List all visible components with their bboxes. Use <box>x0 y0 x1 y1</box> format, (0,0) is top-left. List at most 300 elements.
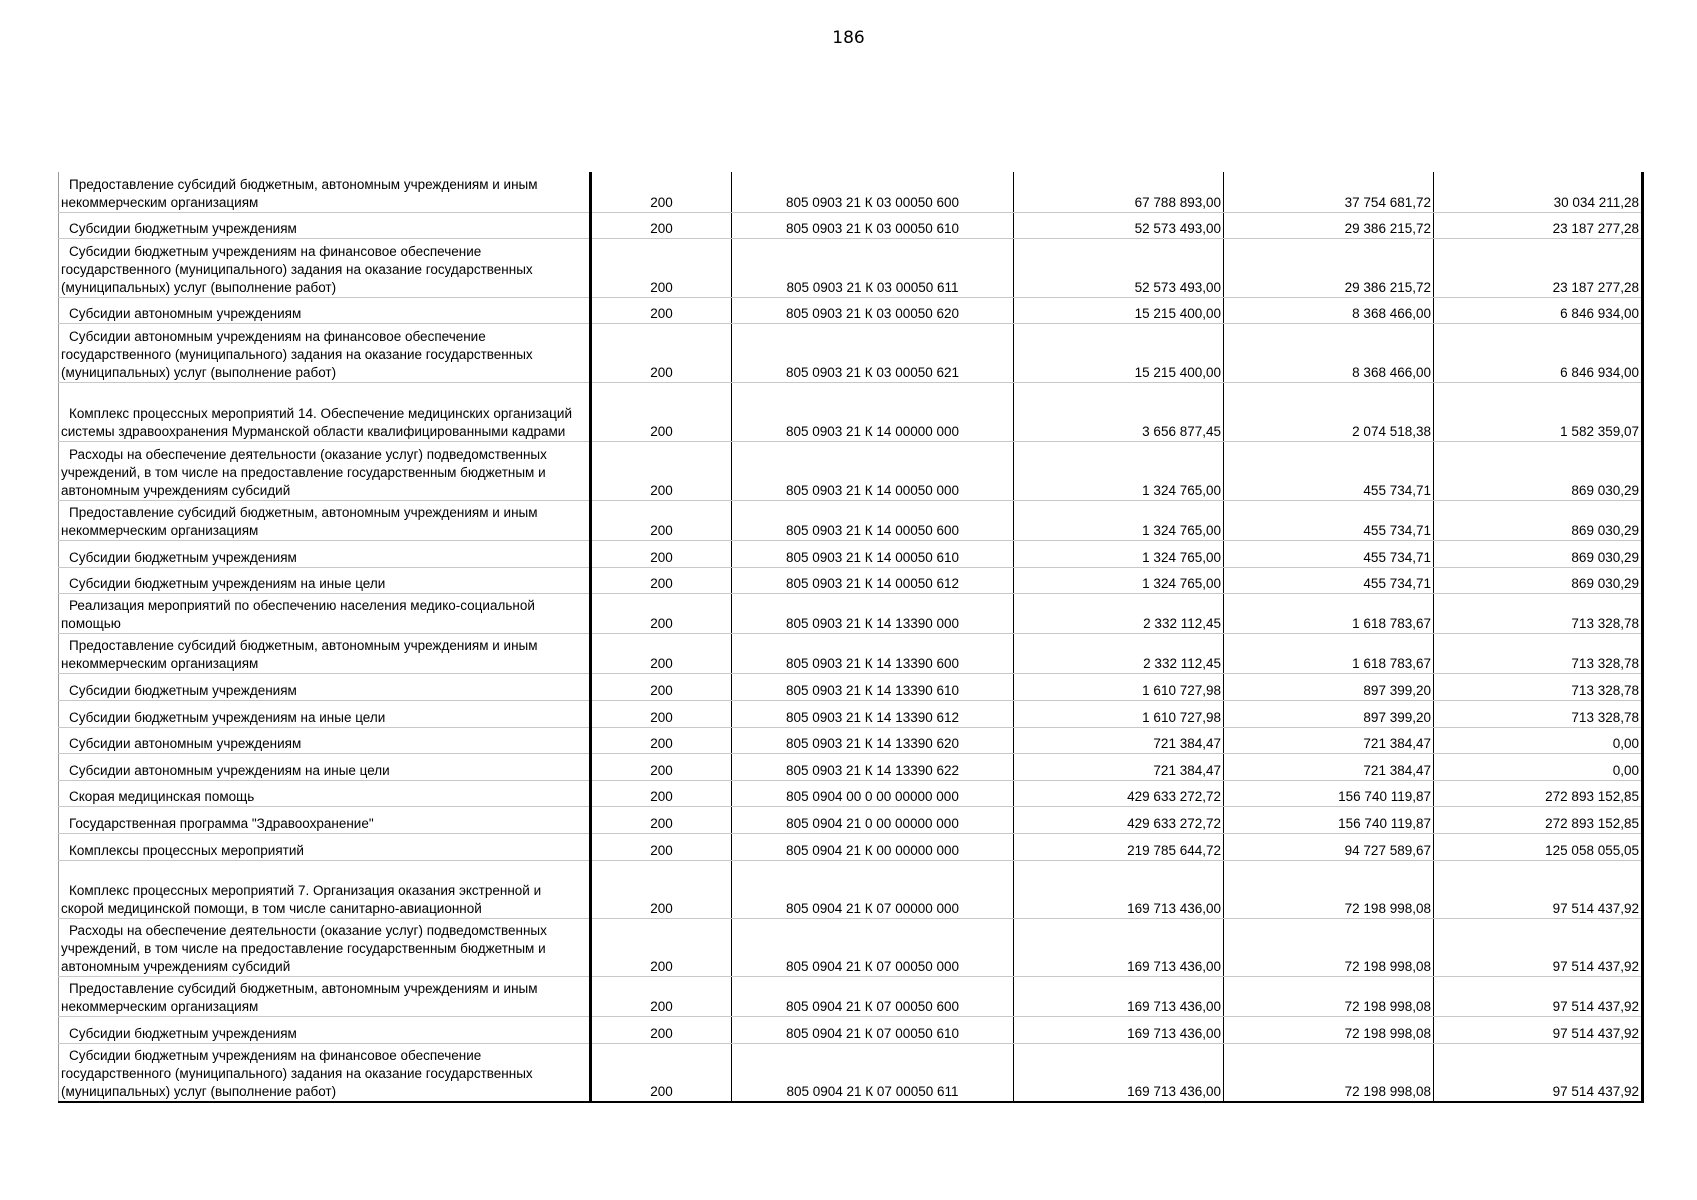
row-executed-amount <box>1224 593 1434 633</box>
budget-execution-table <box>58 172 1644 1103</box>
row-name <box>59 833 591 860</box>
row-name-text: Субсидии бюджетным учреждениям на иные цели <box>69 709 386 725</box>
row-executed-amount-text: 455 734,71 <box>1363 522 1431 538</box>
row-admin-code-text: 200 <box>650 958 673 974</box>
row-approved-amount-text: 1 324 765,00 <box>1142 575 1221 591</box>
row-approved-amount-text: 169 713 436,00 <box>1127 958 1221 974</box>
row-approved-amount <box>1014 593 1224 633</box>
row-approved-amount-text: 67 788 893,00 <box>1134 194 1221 210</box>
row-remaining-amount-text: 97 514 437,92 <box>1552 1025 1639 1041</box>
row-budget-code <box>732 297 1014 323</box>
row-admin-code <box>591 833 732 860</box>
table-row <box>59 1016 1643 1043</box>
row-remaining-amount-text: 869 030,29 <box>1571 549 1639 565</box>
row-remaining-amount-text: 0,00 <box>1612 735 1639 751</box>
row-admin-code <box>591 382 732 441</box>
row-name <box>59 567 591 593</box>
row-approved-amount <box>1014 1016 1224 1043</box>
page-number: 186 <box>832 28 865 48</box>
row-name <box>59 753 591 780</box>
row-budget-code-text: 805 0903 21 К 03 00050 610 <box>785 220 960 236</box>
row-remaining-amount <box>1434 976 1643 1016</box>
row-budget-code <box>732 382 1014 441</box>
row-executed-amount-text: 897 399,20 <box>1363 682 1431 698</box>
row-executed-amount-text: 72 198 998,08 <box>1344 958 1431 974</box>
row-remaining-amount-text: 869 030,29 <box>1571 482 1639 498</box>
row-remaining-amount-text: 713 328,78 <box>1571 682 1639 698</box>
row-remaining-amount <box>1434 593 1643 633</box>
row-budget-code <box>732 833 1014 860</box>
row-budget-code-text: 805 0903 21 К 14 00050 000 <box>785 482 960 498</box>
row-executed-amount <box>1224 860 1434 918</box>
row-executed-amount <box>1224 297 1434 323</box>
row-remaining-amount-text: 869 030,29 <box>1571 575 1639 591</box>
row-name-text: Комплекс процессных мероприятий 7. Организация оказания экстренной и скорой медицинской помощи, в том числе санитарно-авиационной <box>61 882 542 916</box>
row-admin-code <box>591 727 732 753</box>
row-name <box>59 212 591 238</box>
row-admin-code-text: 200 <box>650 998 673 1014</box>
row-budget-code-text: 805 0903 21 К 03 00050 611 <box>786 279 959 295</box>
row-budget-code-text: 805 0903 21 К 14 13390 622 <box>785 762 960 778</box>
row-executed-amount <box>1224 633 1434 673</box>
row-admin-code <box>591 860 732 918</box>
row-approved-amount <box>1014 633 1224 673</box>
row-admin-code-text: 200 <box>650 549 673 565</box>
row-budget-code-text: 805 0903 21 К 03 00050 600 <box>785 194 960 210</box>
row-approved-amount-text: 169 713 436,00 <box>1127 900 1221 916</box>
row-name <box>59 633 591 673</box>
row-remaining-amount-text: 23 187 277,28 <box>1552 220 1639 236</box>
row-executed-amount <box>1224 753 1434 780</box>
row-approved-amount-text: 52 573 493,00 <box>1134 220 1221 236</box>
table-row <box>59 441 1643 500</box>
row-admin-code <box>591 441 732 500</box>
row-approved-amount <box>1014 918 1224 976</box>
row-executed-amount-text: 8 368 466,00 <box>1352 305 1431 321</box>
row-remaining-amount-text: 713 328,78 <box>1571 709 1639 725</box>
row-remaining-amount <box>1434 806 1643 833</box>
row-approved-amount <box>1014 1043 1224 1102</box>
row-approved-amount-text: 1 324 765,00 <box>1142 522 1221 538</box>
row-name <box>59 500 591 540</box>
row-budget-code-text: 805 0904 21 К 07 00050 600 <box>785 998 960 1014</box>
row-budget-code-text: 805 0903 21 К 14 13390 610 <box>785 682 960 698</box>
row-approved-amount-text: 1 610 727,98 <box>1142 682 1221 698</box>
row-executed-amount-text: 721 384,47 <box>1363 735 1431 751</box>
row-admin-code-text: 200 <box>650 788 673 804</box>
row-admin-code <box>591 806 732 833</box>
row-name <box>59 441 591 500</box>
row-approved-amount <box>1014 500 1224 540</box>
row-remaining-amount <box>1434 441 1643 500</box>
row-budget-code-text: 805 0904 21 К 00 00000 000 <box>785 842 960 858</box>
row-name <box>59 727 591 753</box>
row-name-text: Субсидии бюджетным учреждениям <box>69 682 297 698</box>
row-budget-code <box>732 567 1014 593</box>
row-name-text: Субсидии бюджетным учреждениям на финансовое обеспечение государственного (муниципального) задания на оказание государственных (муниципальных) услуг (выполнение работ) <box>61 1048 533 1099</box>
row-admin-code-text: 200 <box>650 279 673 295</box>
row-admin-code-text: 200 <box>650 615 673 631</box>
row-remaining-amount-text: 6 846 934,00 <box>1560 305 1639 321</box>
row-executed-amount-text: 37 754 681,72 <box>1344 194 1431 210</box>
row-executed-amount <box>1224 441 1434 500</box>
row-approved-amount <box>1014 780 1224 806</box>
row-remaining-amount-text: 30 034 211,28 <box>1553 194 1639 210</box>
row-remaining-amount <box>1434 382 1643 441</box>
row-approved-amount <box>1014 567 1224 593</box>
row-budget-code <box>732 593 1014 633</box>
row-approved-amount-text: 3 656 877,45 <box>1142 423 1221 439</box>
row-budget-code-text: 805 0904 21 К 07 00050 000 <box>785 958 960 974</box>
row-name-text: Комплекс процессных мероприятий 14. Обеспечение медицинских организаций системы здравоохранения Мурманской области квалифицированными кадрами <box>61 405 572 439</box>
row-remaining-amount-text: 869 030,29 <box>1571 522 1639 538</box>
row-budget-code <box>732 806 1014 833</box>
row-budget-code <box>732 323 1014 382</box>
row-admin-code <box>591 700 732 727</box>
table-row <box>59 753 1643 780</box>
table-row <box>59 806 1643 833</box>
row-executed-amount <box>1224 212 1434 238</box>
row-approved-amount-text: 429 633 272,72 <box>1127 815 1221 831</box>
row-admin-code-text: 200 <box>650 482 673 498</box>
row-executed-amount-text: 2 074 518,38 <box>1352 423 1431 439</box>
row-executed-amount <box>1224 780 1434 806</box>
row-budget-code <box>732 238 1014 297</box>
row-executed-amount-text: 1 618 783,67 <box>1352 655 1431 671</box>
row-approved-amount <box>1014 441 1224 500</box>
row-name-text: Предоставление субсидий бюджетным, автономным учреждениям и иным некоммерческим организациям <box>61 637 538 671</box>
row-budget-code <box>732 212 1014 238</box>
row-admin-code-text: 200 <box>650 815 673 831</box>
row-approved-amount <box>1014 323 1224 382</box>
row-approved-amount <box>1014 860 1224 918</box>
row-admin-code-text: 200 <box>650 1084 673 1099</box>
row-budget-code <box>732 673 1014 700</box>
row-name <box>59 1043 591 1102</box>
row-name <box>59 780 591 806</box>
row-admin-code-text: 200 <box>650 522 673 538</box>
row-budget-code <box>732 780 1014 806</box>
row-approved-amount-text: 169 713 436,00 <box>1127 1025 1221 1041</box>
row-admin-code <box>591 780 732 806</box>
row-remaining-amount <box>1434 633 1643 673</box>
row-name-text: Субсидии бюджетным учреждениям <box>69 1025 297 1041</box>
table-row <box>59 1043 1643 1102</box>
row-name-text: Реализация мероприятий по обеспечению населения медико-социальной помощью <box>61 597 535 631</box>
row-executed-amount-text: 72 198 998,08 <box>1344 1025 1431 1041</box>
table-row <box>59 918 1643 976</box>
row-admin-code <box>591 976 732 1016</box>
row-approved-amount <box>1014 297 1224 323</box>
row-executed-amount-text: 897 399,20 <box>1363 709 1431 725</box>
row-remaining-amount-text: 713 328,78 <box>1571 655 1639 671</box>
row-approved-amount <box>1014 238 1224 297</box>
row-budget-code <box>732 1043 1014 1102</box>
row-remaining-amount <box>1434 780 1643 806</box>
row-budget-code-text: 805 0903 21 К 14 13390 000 <box>785 615 960 631</box>
row-admin-code-text: 200 <box>650 220 673 236</box>
row-admin-code-text: 200 <box>650 762 673 778</box>
row-budget-code <box>732 700 1014 727</box>
row-budget-code-text: 805 0903 21 К 14 00000 000 <box>785 423 960 439</box>
row-budget-code-text: 805 0903 21 К 14 13390 600 <box>785 655 960 671</box>
table-row <box>59 976 1643 1016</box>
row-admin-code-text: 200 <box>650 1025 673 1041</box>
row-admin-code <box>591 323 732 382</box>
row-budget-code-text: 805 0904 21 К 07 00050 611 <box>786 1084 959 1099</box>
row-budget-code <box>732 727 1014 753</box>
row-budget-code-text: 805 0903 21 К 14 13390 620 <box>785 735 960 751</box>
row-remaining-amount <box>1434 1043 1643 1102</box>
row-executed-amount <box>1224 172 1434 212</box>
row-remaining-amount <box>1434 918 1643 976</box>
row-name-text: Расходы на обеспечение деятельности (оказание услуг) подведомственных учреждений, в том числе на предоставление государственным бюджетным и автономным учреждениям субсидий <box>61 446 547 498</box>
row-budget-code-text: 805 0903 21 К 03 00050 620 <box>785 305 960 321</box>
row-remaining-amount-text: 0,00 <box>1612 762 1639 778</box>
row-remaining-amount <box>1434 753 1643 780</box>
row-approved-amount <box>1014 212 1224 238</box>
row-name-text: Субсидии бюджетным учреждениям <box>69 549 297 565</box>
row-executed-amount <box>1224 673 1434 700</box>
row-approved-amount-text: 15 215 400,00 <box>1134 364 1221 380</box>
row-executed-amount <box>1224 918 1434 976</box>
row-name <box>59 540 591 567</box>
row-approved-amount-text: 2 332 112,45 <box>1143 615 1221 631</box>
row-remaining-amount <box>1434 1016 1643 1043</box>
row-approved-amount <box>1014 382 1224 441</box>
table-row <box>59 382 1643 441</box>
table-body <box>59 172 1643 1102</box>
row-name-text: Субсидии автономным учреждениям на финансовое обеспечение государственного (муниципального) задания на оказание государственных (муниципальных) услуг (выполнение работ) <box>61 328 533 380</box>
row-name-text: Расходы на обеспечение деятельности (оказание услуг) подведомственных учреждений, в том числе на предоставление государственным бюджетным и автономным учреждениям субсидий <box>61 922 547 974</box>
row-executed-amount <box>1224 500 1434 540</box>
row-approved-amount-text: 2 332 112,45 <box>1143 655 1221 671</box>
row-remaining-amount-text: 97 514 437,92 <box>1552 1084 1639 1099</box>
row-remaining-amount <box>1434 172 1643 212</box>
row-budget-code-text: 805 0904 00 0 00 00000 000 <box>786 788 959 804</box>
row-admin-code-text: 200 <box>650 735 673 751</box>
row-approved-amount <box>1014 700 1224 727</box>
row-admin-code <box>591 500 732 540</box>
table-row <box>59 700 1643 727</box>
row-approved-amount-text: 219 785 644,72 <box>1127 842 1221 858</box>
row-executed-amount-text: 29 386 215,72 <box>1344 220 1431 236</box>
row-approved-amount <box>1014 673 1224 700</box>
row-name-text: Предоставление субсидий бюджетным, автономным учреждениям и иным некоммерческим организациям <box>61 176 538 210</box>
row-remaining-amount <box>1434 860 1643 918</box>
row-executed-amount <box>1224 238 1434 297</box>
row-approved-amount-text: 429 633 272,72 <box>1127 788 1221 804</box>
table-row <box>59 673 1643 700</box>
row-budget-code-text: 805 0904 21 К 07 00000 000 <box>785 900 960 916</box>
row-remaining-amount <box>1434 500 1643 540</box>
row-admin-code <box>591 1016 732 1043</box>
row-remaining-amount <box>1434 567 1643 593</box>
row-name-text: Комплексы процессных мероприятий <box>69 842 304 858</box>
row-admin-code-text: 200 <box>650 194 673 210</box>
row-executed-amount <box>1224 1016 1434 1043</box>
row-admin-code-text: 200 <box>650 655 673 671</box>
table-row <box>59 833 1643 860</box>
row-name <box>59 238 591 297</box>
row-executed-amount <box>1224 727 1434 753</box>
row-executed-amount-text: 1 618 783,67 <box>1352 615 1431 631</box>
row-executed-amount-text: 8 368 466,00 <box>1352 364 1431 380</box>
row-admin-code <box>591 297 732 323</box>
row-budget-code <box>732 172 1014 212</box>
row-approved-amount-text: 721 384,47 <box>1153 762 1221 778</box>
table-row <box>59 633 1643 673</box>
row-name-text: Государственная программа "Здравоохранение" <box>69 815 374 831</box>
table-row <box>59 540 1643 567</box>
row-approved-amount-text: 721 384,47 <box>1153 735 1221 751</box>
row-executed-amount <box>1224 1043 1434 1102</box>
row-executed-amount-text: 72 198 998,08 <box>1344 998 1431 1014</box>
row-approved-amount-text: 15 215 400,00 <box>1134 305 1221 321</box>
row-remaining-amount <box>1434 212 1643 238</box>
table-row <box>59 780 1643 806</box>
row-admin-code-text: 200 <box>650 900 673 916</box>
table-row <box>59 860 1643 918</box>
row-admin-code <box>591 633 732 673</box>
row-executed-amount-text: 72 198 998,08 <box>1344 1084 1431 1099</box>
row-name-text: Предоставление субсидий бюджетным, автономным учреждениям и иным некоммерческим организациям <box>61 504 538 538</box>
row-admin-code <box>591 918 732 976</box>
row-budget-code <box>732 540 1014 567</box>
row-remaining-amount <box>1434 727 1643 753</box>
row-admin-code <box>591 540 732 567</box>
table-row <box>59 212 1643 238</box>
row-remaining-amount-text: 272 893 152,85 <box>1545 815 1639 831</box>
row-budget-code-text: 805 0903 21 К 14 13390 612 <box>785 709 960 725</box>
row-remaining-amount <box>1434 323 1643 382</box>
row-approved-amount <box>1014 540 1224 567</box>
row-budget-code <box>732 976 1014 1016</box>
row-name-text: Субсидии автономным учреждениям <box>69 305 302 321</box>
table-row <box>59 593 1643 633</box>
row-name <box>59 673 591 700</box>
row-executed-amount <box>1224 540 1434 567</box>
row-approved-amount <box>1014 976 1224 1016</box>
row-admin-code-text: 200 <box>650 305 673 321</box>
row-admin-code <box>591 593 732 633</box>
row-remaining-amount <box>1434 700 1643 727</box>
row-approved-amount <box>1014 172 1224 212</box>
table-row <box>59 238 1643 297</box>
table-row <box>59 172 1643 212</box>
row-budget-code-text: 805 0903 21 К 14 00050 610 <box>785 549 960 565</box>
row-executed-amount <box>1224 976 1434 1016</box>
row-name <box>59 172 591 212</box>
row-admin-code-text: 200 <box>650 682 673 698</box>
row-name-text: Субсидии бюджетным учреждениям на финансовое обеспечение государственного (муниципального) задания на оказание государственных (муниципальных) услуг (выполнение работ) <box>61 243 533 295</box>
row-remaining-amount-text: 1 582 359,07 <box>1560 423 1639 439</box>
row-executed-amount-text: 94 727 589,67 <box>1344 842 1431 858</box>
row-approved-amount <box>1014 806 1224 833</box>
row-approved-amount-text: 169 713 436,00 <box>1127 998 1221 1014</box>
row-admin-code-text: 200 <box>650 842 673 858</box>
row-admin-code <box>591 238 732 297</box>
row-remaining-amount <box>1434 238 1643 297</box>
row-executed-amount-text: 29 386 215,72 <box>1344 279 1431 295</box>
row-name <box>59 918 591 976</box>
row-name <box>59 806 591 833</box>
row-name <box>59 976 591 1016</box>
row-executed-amount <box>1224 806 1434 833</box>
row-admin-code-text: 200 <box>650 364 673 380</box>
table-row <box>59 297 1643 323</box>
table-row <box>59 500 1643 540</box>
table-row <box>59 727 1643 753</box>
row-remaining-amount <box>1434 297 1643 323</box>
row-executed-amount <box>1224 700 1434 727</box>
row-remaining-amount-text: 125 058 055,05 <box>1545 842 1639 858</box>
row-approved-amount-text: 1 324 765,00 <box>1142 549 1221 565</box>
row-name <box>59 700 591 727</box>
row-budget-code-text: 805 0903 21 К 03 00050 621 <box>785 364 960 380</box>
row-approved-amount <box>1014 727 1224 753</box>
row-admin-code <box>591 1043 732 1102</box>
row-budget-code-text: 805 0904 21 0 00 00000 000 <box>786 815 959 831</box>
row-executed-amount <box>1224 382 1434 441</box>
row-remaining-amount-text: 6 846 934,00 <box>1560 364 1639 380</box>
row-admin-code-text: 200 <box>650 575 673 591</box>
row-approved-amount-text: 1 324 765,00 <box>1142 482 1221 498</box>
row-name <box>59 382 591 441</box>
row-budget-code <box>732 500 1014 540</box>
row-name <box>59 593 591 633</box>
row-remaining-amount-text: 97 514 437,92 <box>1552 998 1639 1014</box>
row-executed-amount-text: 455 734,71 <box>1363 549 1431 565</box>
row-executed-amount-text: 455 734,71 <box>1363 575 1431 591</box>
row-approved-amount-text: 1 610 727,98 <box>1142 709 1221 725</box>
table-row <box>59 323 1643 382</box>
row-budget-code-text: 805 0903 21 К 14 00050 600 <box>785 522 960 538</box>
row-approved-amount <box>1014 753 1224 780</box>
row-executed-amount-text: 721 384,47 <box>1363 762 1431 778</box>
row-name <box>59 323 591 382</box>
row-remaining-amount <box>1434 540 1643 567</box>
row-name-text: Субсидии автономным учреждениям <box>69 735 302 751</box>
row-budget-code-text: 805 0903 21 К 14 00050 612 <box>785 575 960 591</box>
row-admin-code <box>591 753 732 780</box>
row-approved-amount <box>1014 833 1224 860</box>
row-name <box>59 1016 591 1043</box>
row-remaining-amount-text: 272 893 152,85 <box>1545 788 1639 804</box>
row-approved-amount-text: 52 573 493,00 <box>1134 279 1221 295</box>
row-executed-amount <box>1224 567 1434 593</box>
table-row <box>59 567 1643 593</box>
row-budget-code <box>732 918 1014 976</box>
row-approved-amount-text: 169 713 436,00 <box>1127 1084 1221 1099</box>
row-remaining-amount-text: 97 514 437,92 <box>1552 900 1639 916</box>
row-remaining-amount-text: 713 328,78 <box>1571 615 1639 631</box>
row-admin-code <box>591 212 732 238</box>
row-name-text: Субсидии бюджетным учреждениям <box>69 220 297 236</box>
row-budget-code <box>732 441 1014 500</box>
row-name-text: Предоставление субсидий бюджетным, автономным учреждениям и иным некоммерческим организациям <box>61 980 538 1014</box>
row-remaining-amount-text: 97 514 437,92 <box>1552 958 1639 974</box>
row-executed-amount-text: 156 740 119,87 <box>1338 815 1431 831</box>
row-admin-code-text: 200 <box>650 423 673 439</box>
row-admin-code <box>591 172 732 212</box>
row-name-text: Субсидии автономным учреждениям на иные цели <box>69 762 390 778</box>
row-budget-code <box>732 753 1014 780</box>
row-remaining-amount <box>1434 833 1643 860</box>
row-budget-code <box>732 633 1014 673</box>
row-executed-amount <box>1224 323 1434 382</box>
row-remaining-amount <box>1434 673 1643 700</box>
